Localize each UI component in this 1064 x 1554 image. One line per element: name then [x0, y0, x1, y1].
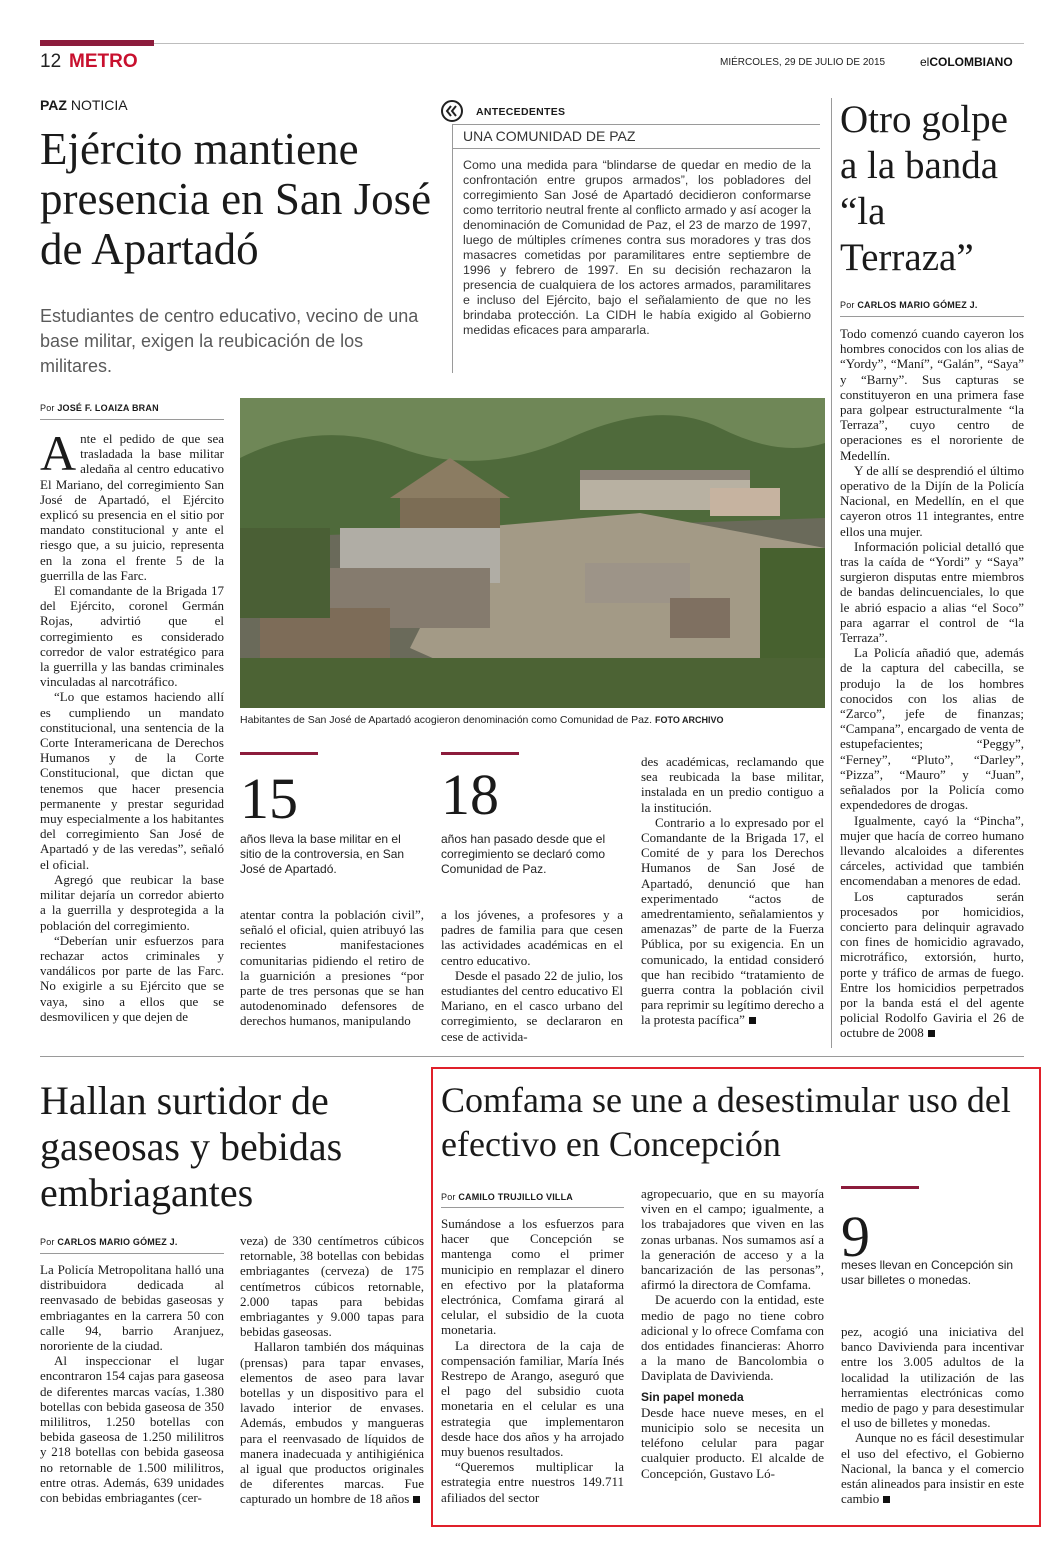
logo-name: COLOMBIANO: [929, 55, 1013, 69]
byline-prefix: Por: [441, 1192, 456, 1202]
kicker-type: NOTICIA: [66, 97, 128, 113]
byline-prefix: Por: [840, 300, 855, 310]
surtidor-col-2: [240, 1233, 424, 1507]
ejercito-col4-para-1: des académicas, reclamando que sea reubicada la base militar, instalada en un predio contiguo a la institución.: [641, 754, 824, 815]
page-section-rule: [40, 1056, 1024, 1057]
byline-author: CARLOS MARIO GÓMEZ J.: [857, 300, 978, 310]
byline-prefix: Por: [40, 403, 55, 413]
page-number: 12: [40, 51, 62, 72]
kicker: [40, 97, 128, 113]
antecedentes-subtitle: UNA COMUNIDAD DE PAZ: [463, 128, 636, 144]
stat-15-number: 15: [240, 766, 298, 831]
terraza-para-5: Igualmente, cayó la “Pincha”, mujer que hacía de correo humano llevando alcaloides a diferentes cárceles, actividad que también encomendaban a menores de edad.: [840, 812, 1024, 889]
photo-credit: FOTO ARCHIVO: [655, 715, 724, 725]
antecedentes-sub-rule: [452, 148, 820, 149]
stat-9-number: 9: [841, 1204, 870, 1269]
antecedentes-label: ANTECEDENTES: [476, 106, 566, 118]
surtidor-col2-para-2: Hallaron también dos máquinas (prensas) para tapar envases, elementos de aseo para lavar botellas y un dispositivo para el lavado interior de envases. Además, embudos y mangueras para el reenvasado de líquidos de manera inadecuada y antihigiénica al igual que productos originales de diferentes marcas. Fue capturado un hombre de 18 años: [240, 1339, 424, 1507]
surtidor-col-1: [40, 1262, 224, 1505]
stat-9-text: meses llevan en Concepción sin usar billetes o monedas.: [841, 1258, 1014, 1287]
comfama-para-3: “Queremos multiplicar la estrategia entre nuestros 149.711 afiliados del sector: [441, 1459, 624, 1505]
terraza-para-4: La Policía añadió que, además de la captura del cabecilla, se produjo la de los hombres conocidos con los alias de “Zarco”, jefe de finanzas; “Campana”, encargado de venta de estupefacientes; “Peggy”, “Ferney”, “Pluto”, “Darley”, “Pizza”, “Mauro” y “Juan”, señalados por la Policía como expendedores de drogas.: [840, 645, 1024, 813]
headline-terraza: Otro golpe a la banda “la Terraza”: [840, 98, 1008, 279]
comfama-col-2: [641, 1186, 824, 1481]
byline-prefix: Por: [40, 1237, 55, 1247]
byline-rule: [40, 1253, 224, 1254]
byline-rule: [40, 419, 224, 420]
byline-rule: [441, 1207, 624, 1208]
byline-author: JOSÉ F. LOAIZA BRAN: [57, 403, 159, 413]
comfama-col3-para-1: pez, acogió una iniciativa del banco Davivienda para incentivar entre los 3.005 adultos de la localidad la utilización de las herramientas electrónicas como medio de pago y para desestimular el uso de billetes y monedas.: [841, 1324, 1024, 1431]
byline-rule: [840, 316, 1024, 317]
deck-ejercito: Estudiantes de centro educativo, vecino de una base militar, exigen la reubicación de los militares.: [40, 306, 419, 376]
drop-cap: A: [40, 425, 77, 481]
terraza-para-6: Los capturados serán procesados por homicidios, concierto para delinquir agravado con fines de homicidio agravado, microtráfico, extorsión, hurto, porte y tráfico de armas de fuego. Entre los homicidios perpetrados por la banda está el del agente policial Rodolfo Gaviria el 26 de octubre de 2008: [840, 888, 1024, 1041]
comfama-col2-para-1: agropecuario, que en su mayoría viven en el campo; igualmente, a los trabajadores que viven en las zonas urbanas. Nos sumamos así a la generación de acceso y a la bancarización de las personas”, afirmó la directora de Comfama.: [641, 1186, 824, 1293]
ejercito-col-1: [40, 425, 224, 1024]
end-mark: [883, 1496, 890, 1503]
surtidor-para-2: Al inspeccionar el lugar encontraron 154 cajas para gaseosa de diferentes marcas vacías, 1.380 botellas con bebida gaseosa de 350 mililitros, 1.250 botellas con bebida gaseosa de 1.250 mililitros y 218 botellas con bebida gaseosa no retornable de 1.500 mililitros, entre otras. Además, 639 unidades con bebidas embriagantes (cer-: [40, 1353, 224, 1506]
surtidor-col2-para-1: veza) de 330 centímetros cúbicos retornable, 38 botellas con bebidas embriagantes (cerveza) de 175 centímetros cúbicos retornable, 2.000 tapas para bebidas embriagantes y 9.000 tapas para bebidas gaseosas.: [240, 1233, 424, 1340]
comfama-subhead: Sin papel moneda: [641, 1389, 744, 1404]
stat-18-number: 18: [441, 762, 499, 827]
ejercito-col-3: [441, 907, 623, 1044]
stat-15-rule: [240, 752, 318, 755]
byline-author: CAMILO TRUJILLO VILLA: [458, 1192, 574, 1202]
header-date: MIÉRCOLES, 29 DE JULIO DE 2015: [720, 57, 886, 68]
ejercito-col-2: [240, 907, 424, 1029]
antecedentes-text: Como una medida para “blindarse de quedar en medio de la confrontación entre grupos armados”, los pobladores del corregimiento San José de Apartadó decidieron conformarse como territorio neutral frente al conflicto armado y así acoger la denominación de Comunidad de Paz, el 23 de marzo de 1997, luego de múltiples crímenes contra sus moradores y tras dos masacres cometidas por paramilitares entre septiembre de 1996 y febrero de 1997. En su decisión rechazaron la presencia de cualquiera de los actores armados, paramilitares e incluso del Ejército, bajo el señalamiento de que no les brindaba protección. La CIDH le había exigido al Gobierno medidas eficaces para ampararla.: [463, 158, 811, 337]
stat-15-text: años lleva la base militar en el sitio de la controversia, en San José de Apartadó.: [240, 832, 405, 876]
photo-san-jose: [240, 398, 825, 708]
stat-9-rule: [841, 1186, 919, 1189]
terraza-para-3: Información policial detalló que tras la caída de “Yordi” y “Saya” surgieron disputas entre miembros de bandas delincuenciales, lo que le abrió espacio a alias “el Soco” para agarrar el control de “la Terraza”.: [840, 538, 1024, 646]
byline-ejercito: [40, 403, 159, 413]
ejercito-para-2: El comandante de la Brigada 17 del Ejército, coronel Germán Rojas, advirtió que el corregimiento es considerado corredor de valor estratégico para la guerrilla y las bandas criminales vinculadas al narcotráfico.: [40, 583, 224, 690]
terraza-para-1: Todo comenzó cuando cayeron los hombres conocidos con los alias de “Yordy”, “Maní”, “Galán”, “Saya” y “Barny”. Sus capturas se constituyeron en una primera fase para golpear estructuralmente “la Terraza”, cuyo centro de operaciones es el nororiente de Medellín.: [840, 326, 1024, 463]
comfama-para-2: La directora de la caja de compensación familiar, María Inés Restrepo de Arango, aseguró que el pago del subsidio cuota monetaria en el celular es una estrategia que implementaron desde hace dos años y ha arrojado muy buenos resultados.: [441, 1337, 624, 1460]
kicker-topic: PAZ: [40, 97, 67, 113]
terraza-para-2: Y de allí se desprendió el último operativo de la Dijín de la Policía Nacional, en Medellín, en el que cayeron otros 11 integrantes, entre ellos una mujer.: [840, 462, 1024, 539]
photo-caption: [240, 714, 830, 727]
stat-18-text: años han pasado desde que el corregimiento se declaró como Comunidad de Paz.: [441, 832, 606, 876]
byline-surtidor: [40, 1237, 178, 1247]
section-name: METRO: [69, 51, 138, 72]
comfama-col2-para-2: De acuerdo con la entidad, este medio de pago no tiene cobro adicional y lo ofrece Comfama con dos entidades financieras: Ahorro a la mano de Bancolombia o Daviplata de Davivienda.: [641, 1292, 825, 1384]
ejercito-col2-para: atentar contra la población civil”, señaló el oficial, quien atribuyó las recientes manifestaciones comunitarias pidiendo el retiro de la guarnición a presiones “por parte de tres personas que se han autodenominado defensores de derechos humanos, manipulando: [240, 907, 424, 1029]
ejercito-col-4: [641, 754, 824, 1028]
comfama-col2-para-3: Desde hace nueve meses, en el municipio solo se necesita un teléfono celular para pagar cualquier producto. El alcalde de Concepción, Gustavo Ló-: [641, 1404, 824, 1481]
antecedentes-box-left-rule: [452, 124, 453, 373]
stat-18-rule: [441, 752, 519, 755]
section-color-bar: [40, 40, 154, 46]
ejercito-col3-para-2: Desde el pasado 22 de julio, los estudiantes del centro educativo El Mariano, en el casco urbano del corregimiento, se declararon en cese de activida-: [441, 967, 623, 1044]
ejercito-col3-para-1: a los jóvenes, a profesores y a padres de familia para que cesen las actividades académicas en el centro educativo.: [441, 907, 623, 968]
antecedentes-box-top-rule: [452, 124, 820, 125]
ejercito-para-1: nte el pedido de que sea trasladada la base militar aledaña al centro educativo El Mariano, del corregimiento San José de Apartadó, el Ejército explicó su presencia en el sitio por mandato constitucional y ante el riesgo que, a su juicio, representa en la zona el frente 5 de la guerrilla de las Farc.: [40, 431, 224, 583]
column-divider: [831, 98, 832, 1048]
photo-caption-text: Habitantes de San José de Apartadó acogieron denominación como Comunidad de Paz.: [240, 714, 653, 726]
ejercito-para-5: “Deberían unir esfuerzos para rechazar actos criminales y vandálicos por parte de las Farc. No exigirle a su Ejército que se vaya, sino a ellos que se desmovilicen y que dejen de: [40, 932, 224, 1024]
antecedentes-icon: [441, 100, 463, 122]
surtidor-para-1: La Policía Metropolitana halló una distribuidora dedicada al reenvasado de bebidas gaseosas y embriagantes en la carrera 50 con calle 94, barrio Aranjuez, nororiente de la ciudad.: [40, 1262, 224, 1354]
newspaper-logo: [920, 55, 1013, 69]
byline-terraza: [840, 300, 978, 310]
terraza-col: [840, 326, 1024, 1041]
byline-author: CARLOS MARIO GÓMEZ J.: [57, 1237, 178, 1247]
headline-ejercito: Ejército mantiene presencia en San José de Apartadó: [40, 124, 432, 274]
ejercito-para-3: “Lo que estamos haciendo allí es cumpliendo un mandato constitucional, una sentencia de la Corte Interamericana de Derechos Humanos y de la Corte Constitucional, que dictan que tenemos que hacer presencia permanente y prestar seguridad muy especialmente a los habitantes del corregimiento San José de Apartadó y de las veredas”, señaló el oficial.: [40, 689, 224, 872]
headline-surtidor: Hallan surtidor de gaseosas y bebidas embriagantes: [40, 1078, 343, 1215]
logo-prefix: el: [920, 55, 930, 69]
end-mark: [749, 1017, 756, 1024]
comfama-para-1: Sumándose a los esfuerzos para hacer que Concepción se mantenga como el primer municipio en remplazar el dinero en efectivo por la plataforma electrónica, Comfama girará al celular, el subsidio de la cuota monetaria.: [441, 1216, 624, 1338]
comfama-col-3: [841, 1324, 1024, 1506]
comfama-col3-para-2: Aunque no es fácil desestimular el uso del efectivo, el Gobierno Nacional, la banca y el comercio están alineados para insistir en este cambio: [841, 1430, 1024, 1507]
header-rule: [154, 43, 1024, 44]
end-mark: [413, 1496, 420, 1503]
ejercito-col4-para-2: Contrario a lo expresado por el Comandante de la Brigada 17, el Comité de y para los Derechos Humanos de San José de Apartadó, denunció que han experimentado “actos de amedrentamiento, señalamientos y amenazas” de parte de la Fuerza Pública, por su exigencia. En un comunicado, la entidad consideró que han recibido “tratamiento de guerra contra la población civil para reprimir su legítimo derecho a la protesta pacífica”: [641, 814, 825, 1028]
end-mark: [928, 1030, 935, 1037]
byline-comfama: [441, 1192, 573, 1202]
comfama-col-1: [441, 1216, 624, 1505]
headline-comfama: Comfama se une a desestimular uso del efectivo en Concepción: [441, 1080, 1011, 1164]
ejercito-para-4: Agregó que reubicar la base militar dejaría un corredor abierto a la guerrilla y desprotegida a la población del corregimiento.: [40, 871, 224, 933]
